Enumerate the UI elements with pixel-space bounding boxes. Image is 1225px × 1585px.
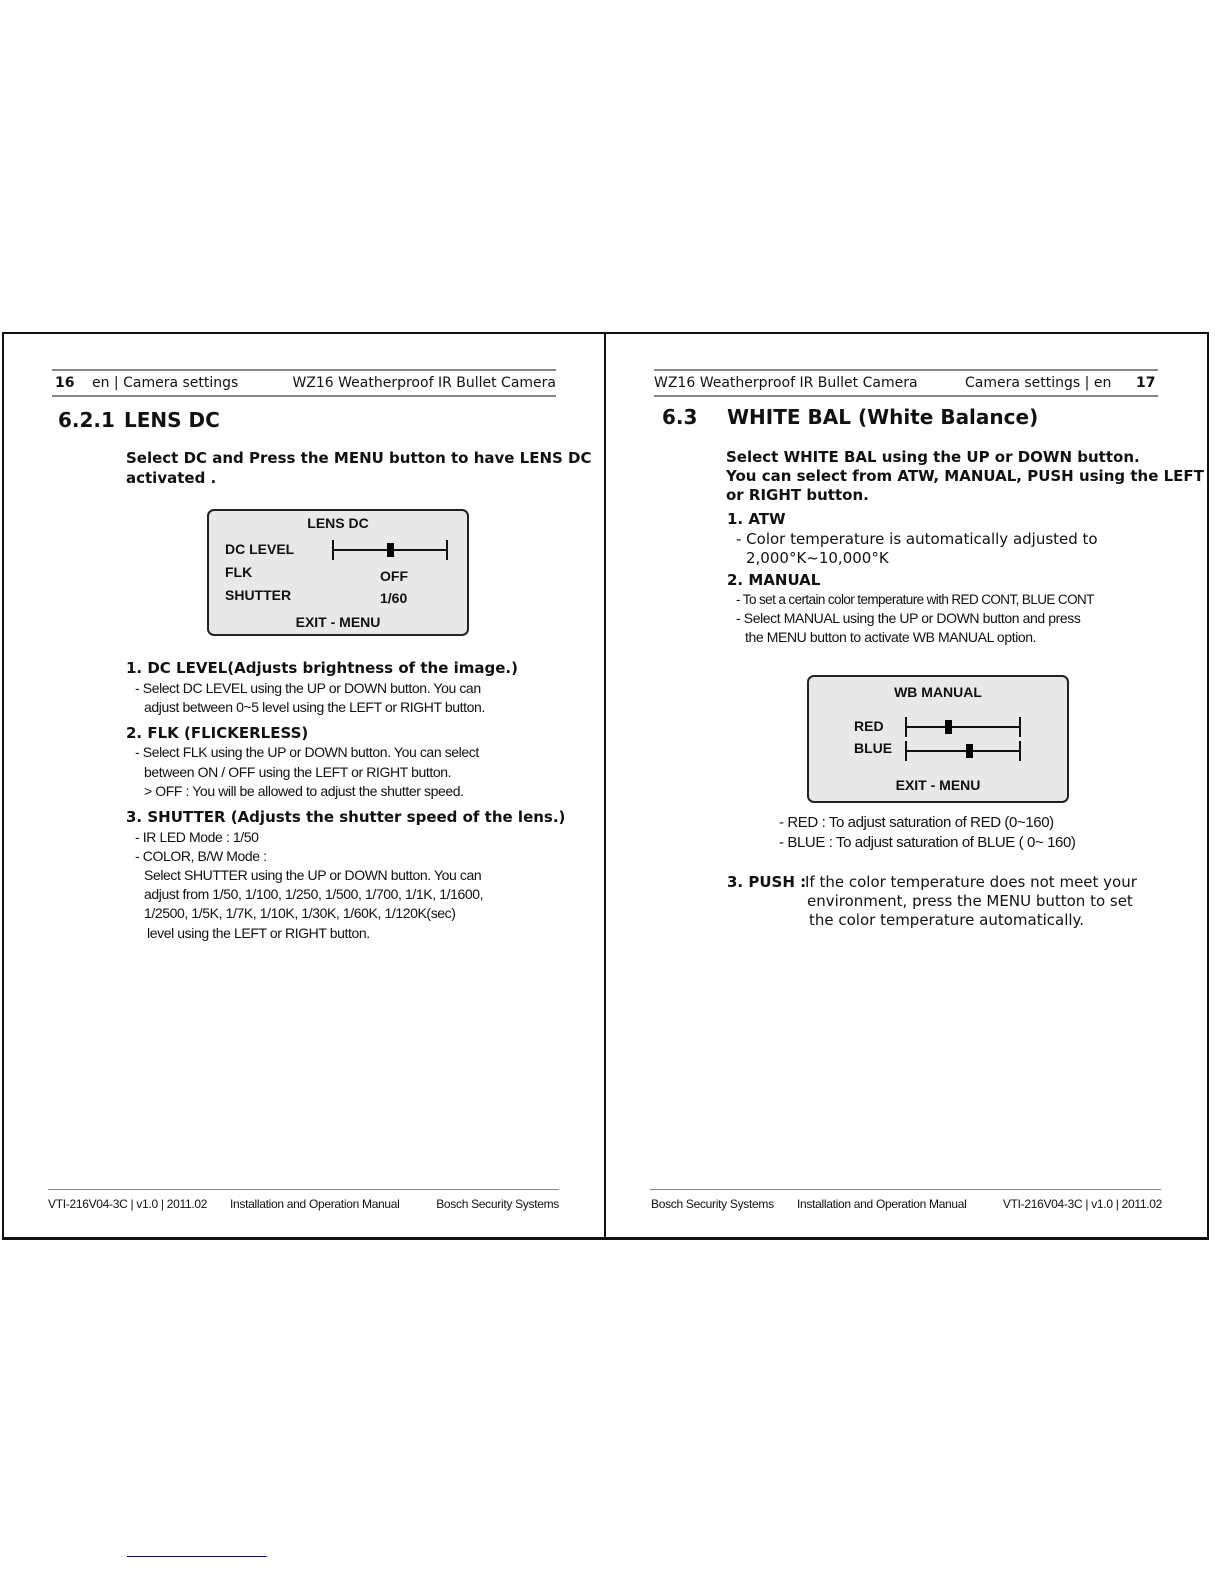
section-title: WHITE BAL (White Balance): [727, 405, 1039, 429]
intro-line: activated .: [126, 469, 217, 487]
item-line: - To set a certain color temperature with RED CONT, BLUE CONT: [736, 592, 1094, 607]
osd-label-dc-level: DC LEVEL: [225, 541, 295, 557]
item-line: - IR LED Mode : 1/50: [135, 829, 259, 845]
osd-label-shutter: SHUTTER: [225, 587, 292, 603]
page-divider: [604, 332, 606, 1239]
blue-slider: [905, 741, 1021, 761]
osd-label-flk: FLK: [225, 564, 253, 580]
item-line: level using the LEFT or RIGHT button.: [147, 925, 370, 941]
footer-company: Bosch Security Systems: [436, 1197, 559, 1211]
section-number: 6.2.1: [58, 408, 115, 432]
item-line: > OFF : You will be allowed to adjust the shutter speed.: [144, 783, 464, 799]
item-line: adjust between 0~5 level using the LEFT or RIGHT button.: [144, 699, 485, 715]
osd-value-flk: OFF: [380, 568, 408, 584]
header-rule-top: [654, 369, 1158, 371]
item-line: 2,000°K~10,000°K: [746, 549, 889, 567]
link-underline[interactable]: [127, 1556, 267, 1557]
item-line: - COLOR, B/W Mode :: [135, 848, 267, 864]
header-product: WZ16 Weatherproof IR Bullet Camera: [654, 375, 918, 391]
section-number: 6.3: [662, 405, 698, 429]
item-line: adjust from 1/50, 1/100, 1/250, 1/500, 1/700, 1/1K, 1/1600,: [144, 886, 484, 902]
item-line: between ON / OFF using the LEFT or RIGHT button.: [144, 764, 452, 780]
item-line: - Select DC LEVEL using the UP or DOWN button. You can: [135, 680, 481, 696]
intro-line: You can select from ATW, MANUAL, PUSH using the LEFT: [726, 467, 1204, 485]
page-number: 16: [55, 375, 75, 391]
osd-wb-manual-menu: [807, 675, 1069, 803]
footer-rule: [650, 1189, 1161, 1190]
header-product: WZ16 Weatherproof IR Bullet Camera: [292, 375, 556, 391]
header-rule-bottom: [654, 395, 1158, 397]
item-line: - Select MANUAL using the UP or DOWN button and press: [736, 610, 1081, 626]
slider-knob: [387, 543, 394, 557]
item-heading: 3. SHUTTER (Adjusts the shutter speed of the lens.): [126, 808, 566, 826]
header-rule-bottom: [52, 395, 556, 397]
push-line: If the color temperature does not meet your: [805, 873, 1137, 891]
item-line: - Color temperature is automatically adjusted to: [736, 530, 1098, 548]
footer-doc-id: VTI-216V04-3C | v1.0 | 2011.02: [48, 1197, 208, 1211]
item-heading: 1. DC LEVEL(Adjusts brightness of the image.): [126, 659, 518, 677]
osd-exit-menu: EXIT - MENU: [895, 777, 981, 793]
push-line: environment, press the MENU button to set: [807, 892, 1133, 910]
dc-level-slider: [332, 540, 448, 560]
intro-line: Select DC and Press the MENU button to have LENS DC: [126, 449, 592, 467]
osd-label-red: RED: [854, 718, 884, 734]
intro-line: or RIGHT button.: [726, 486, 869, 504]
footer-doc-id: VTI-216V04-3C | v1.0 | 2011.02: [1002, 1197, 1162, 1211]
footer-manual: Installation and Operation Manual: [230, 1197, 400, 1211]
item-line: 1/2500, 1/5K, 1/7K, 1/10K, 1/30K, 1/60K, 1/120K(sec): [144, 905, 456, 921]
footer-rule: [48, 1189, 559, 1190]
footer-manual: Installation and Operation Manual: [797, 1197, 967, 1211]
note-line: - RED : To adjust saturation of RED (0~160): [779, 814, 1054, 831]
item-heading: 2. MANUAL: [727, 571, 821, 589]
header-section: Camera settings | en: [965, 375, 1112, 391]
slider-knob: [945, 720, 952, 734]
item-line: the MENU button to activate WB MANUAL option.: [745, 629, 1037, 645]
footer-company: Bosch Security Systems: [651, 1197, 774, 1211]
page-number: 17: [1136, 375, 1156, 391]
item-line: Select SHUTTER using the UP or DOWN button. You can: [144, 867, 482, 883]
header-section: en | Camera settings: [92, 375, 239, 391]
item-heading: 2. FLK (FLICKERLESS): [126, 724, 309, 742]
section-title: LENS DC: [124, 408, 220, 432]
note-line: - BLUE : To adjust saturation of BLUE ( 0~ 160): [779, 834, 1076, 851]
slider-knob: [966, 744, 973, 758]
osd-lens-dc-menu: [207, 509, 469, 636]
push-heading: 3. PUSH :: [727, 873, 807, 891]
red-slider: [905, 717, 1021, 737]
item-line: - Select FLK using the UP or DOWN button. You can select: [135, 744, 479, 760]
osd-exit-menu: EXIT - MENU: [295, 614, 381, 630]
osd-title: LENS DC: [307, 515, 369, 531]
osd-label-blue: BLUE: [854, 740, 893, 756]
item-heading: 1. ATW: [727, 510, 786, 528]
intro-line: Select WHITE BAL using the UP or DOWN button.: [726, 448, 1140, 466]
osd-title: WB MANUAL: [894, 684, 982, 700]
header-rule-top: [52, 369, 556, 371]
osd-value-shutter: 1/60: [380, 590, 408, 606]
push-line: the color temperature automatically.: [809, 911, 1085, 929]
